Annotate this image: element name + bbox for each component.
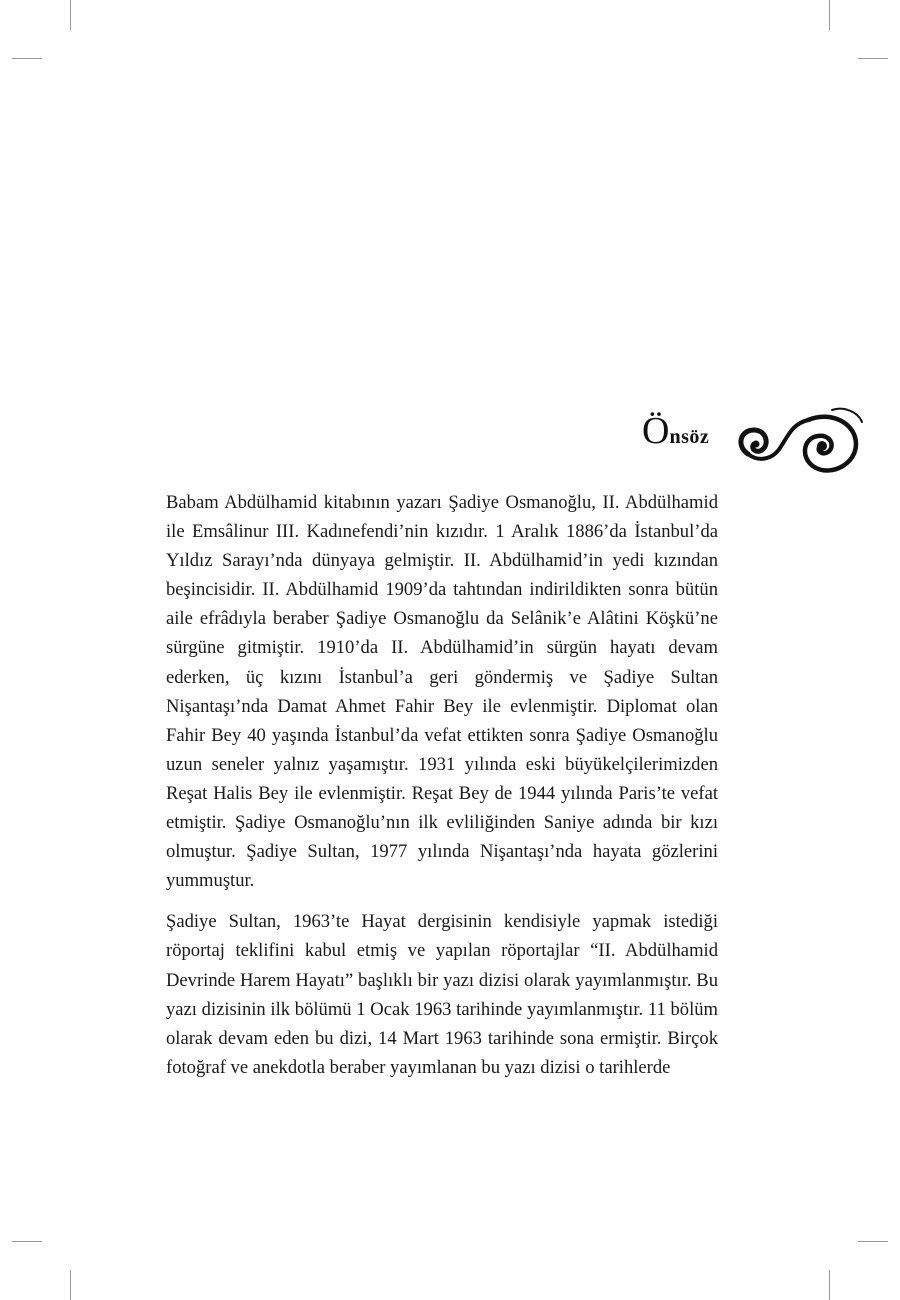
crop-mark-bottom-right — [829, 1270, 830, 1300]
crop-mark-top-right — [829, 0, 830, 30]
crop-mark-bottom-right-h — [858, 1241, 888, 1242]
swirl-ornament-icon — [728, 402, 864, 482]
heading-title — [642, 412, 709, 450]
paragraph-2: Şadiye Sultan, 1963’te Hayat dergisinin kendisiyle yapmak istediği röportaj teklifini kabul etmiş ve yapılan röportajlar “II. Abdülhamid Devrinde Harem Hayatı” başlıklı bir yazı dizisi olarak yayımlanmıştır. Bu yazı dizisinin ilk bölümü 1 Ocak 1963 tarihinde yayımlanmıştır. 11 bölüm olarak devam eden bu dizi, 14 Mart 1963 tarihinde sona ermiştir. Birçok fotoğraf ve anekdotla beraber yayımlanan bu yazı dizisi o tarihlerde — [166, 911, 718, 1078]
crop-mark-bottom-left — [70, 1270, 71, 1300]
crop-mark-top-left-h — [12, 58, 42, 59]
body-text — [166, 488, 718, 1082]
paragraph-1: Babam Abdülhamid kitabının yazarı Şadiye Osmanoğlu, II. Abdülhamid ile Emsâlinur III. Kadınefendi’nin kızıdır. 1 Aralık 1886’da İstanbul’da Yıldız Sarayı’nda dünyaya gelmiştir. II. Abdülhamid’in yedi kızından beşincisidir. II. Abdülhamid 1909’da tahtından indirildikten sonra bütün aile efrâdıyla beraber Şadiye Osmanoğlu da Selânik’e Alâtini Köşkü’ne sürgüne gitmiştir. 1910’da II. Abdülhamid’in sürgün hayatı devam ederken, üç kızını İstanbul’a geri göndermiş ve Şadiye Sultan Nişantaşı’nda Damat Ahmet Fahir Bey ile evlenmiştir. Diplomat olan Fahir Bey 40 yaşında İstanbul’da vefat ettikten sonra Şadiye Osmanoğlu uzun seneler yalnız yaşamıştır. 1931 yılında eski büyükelçilerimizden Reşat Halis Bey ile evlenmiştir. Reşat Bey de 1944 yılında Paris’te vefat etmiştir. Şadiye Osmanoğlu’nın ilk evliliğinden Saniye adında bir kızı olmuştur. Şadiye Sultan, 1977 yılında Nişantaşı’nda hayata gözlerini yummuştur. — [166, 492, 718, 892]
crop-mark-top-left — [70, 0, 71, 30]
chapter-heading — [600, 402, 870, 482]
crop-mark-bottom-left-h — [12, 1241, 42, 1242]
crop-mark-top-right-h — [858, 58, 888, 59]
heading-title-rest: nsöz — [669, 426, 710, 448]
heading-title-initial: Ö — [642, 410, 670, 452]
